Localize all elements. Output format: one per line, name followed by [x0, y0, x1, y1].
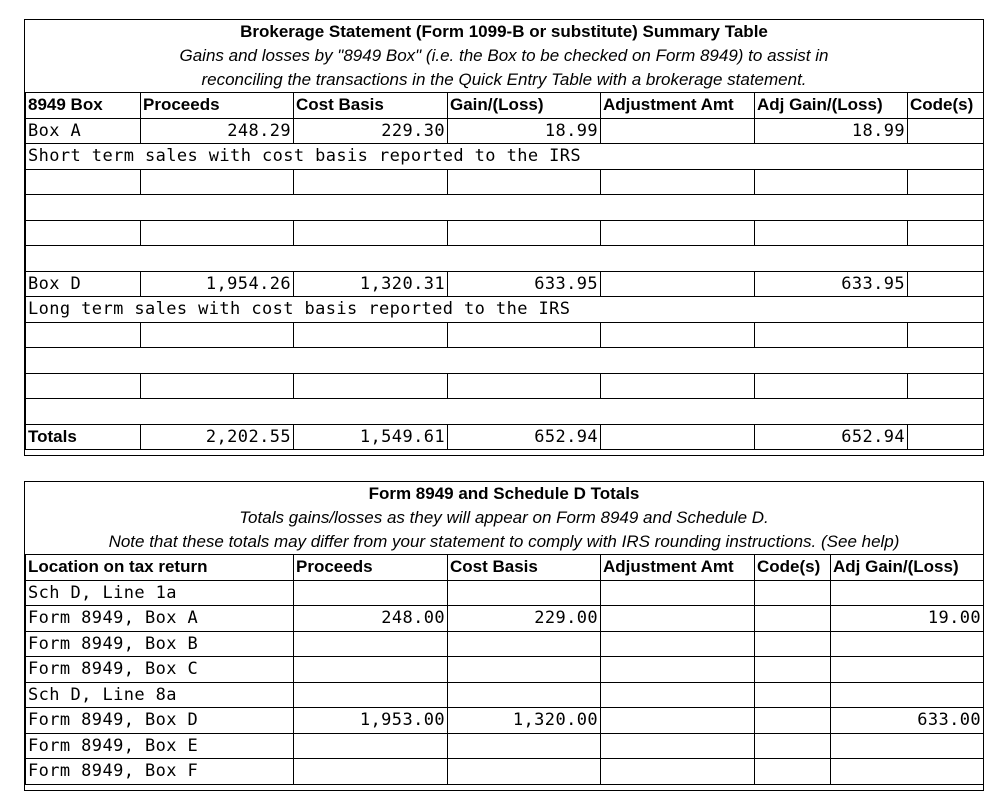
- f8949-box-d-label: Form 8949, Box D: [26, 708, 294, 734]
- empty-cell[interactable]: [448, 373, 601, 399]
- empty-cell[interactable]: [908, 373, 984, 399]
- table-row: [26, 682, 984, 708]
- box-a-adj-gain-loss[interactable]: 18.99: [755, 118, 908, 144]
- col-adj-gain-loss: Adj Gain/(Loss): [755, 93, 908, 119]
- empty-cell: [448, 631, 601, 657]
- f8949-box-d-cost-basis: 1,320.00: [448, 708, 601, 734]
- empty-cell: [601, 631, 755, 657]
- box-d-cost-basis[interactable]: 1,320.31: [294, 271, 448, 297]
- box-a-codes[interactable]: [908, 118, 984, 144]
- table-row: [26, 118, 984, 144]
- empty-cell: [26, 169, 141, 195]
- box-a-description: Short term sales with cost basis reported to the IRS: [26, 144, 984, 170]
- empty-span-row: [26, 195, 984, 221]
- table-row: [26, 348, 984, 374]
- col-codes: Code(s): [908, 93, 984, 119]
- empty-cell: [26, 322, 141, 348]
- empty-cell: [831, 682, 984, 708]
- table-row: [26, 297, 984, 323]
- col-cost-basis: Cost Basis: [294, 93, 448, 119]
- empty-cell[interactable]: [294, 220, 448, 246]
- empty-cell[interactable]: [755, 169, 908, 195]
- empty-cell: [26, 220, 141, 246]
- table-row: [26, 606, 984, 632]
- table-row: [26, 144, 984, 170]
- totals-proceeds: 2,202.55: [141, 424, 294, 450]
- empty-cell[interactable]: [448, 169, 601, 195]
- col-8949-box: 8949 Box: [26, 93, 141, 119]
- empty-cell: [448, 759, 601, 785]
- empty-cell[interactable]: [141, 373, 294, 399]
- form8949-table: [24, 481, 984, 791]
- sch-d-line-1a: Sch D, Line 1a: [26, 580, 294, 606]
- box-d-adj-gain-loss[interactable]: 633.95: [755, 271, 908, 297]
- f8949-box-a-adj-gain-loss: 19.00: [831, 606, 984, 632]
- box-d-codes[interactable]: [908, 271, 984, 297]
- f8949-box-d-codes: [755, 708, 831, 734]
- col-adjustment-amt: Adjustment Amt: [601, 93, 755, 119]
- empty-cell[interactable]: [601, 169, 755, 195]
- empty-cell: [448, 657, 601, 683]
- empty-cell: [601, 759, 755, 785]
- f8949-box-c-label: Form 8949, Box C: [26, 657, 294, 683]
- table-row: [26, 169, 984, 195]
- empty-span-row: [26, 348, 984, 374]
- empty-cell[interactable]: [294, 169, 448, 195]
- f8949-box-a-codes: [755, 606, 831, 632]
- table-row: [26, 708, 984, 734]
- summary-table: [24, 19, 984, 456]
- col-proceeds: Proceeds: [141, 93, 294, 119]
- empty-cell: [755, 682, 831, 708]
- table-row: [26, 399, 984, 425]
- empty-cell: [831, 657, 984, 683]
- table-row: [26, 580, 984, 606]
- empty-cell: [831, 580, 984, 606]
- empty-cell[interactable]: [294, 322, 448, 348]
- box-d-proceeds[interactable]: 1,954.26: [141, 271, 294, 297]
- empty-cell: [755, 631, 831, 657]
- box-a-gain-loss[interactable]: 18.99: [448, 118, 601, 144]
- empty-cell: [448, 580, 601, 606]
- col-gain-loss: Gain/(Loss): [448, 93, 601, 119]
- empty-cell: [294, 657, 448, 683]
- box-a-adjustment[interactable]: [601, 118, 755, 144]
- empty-cell[interactable]: [755, 373, 908, 399]
- form8949-header-row: [26, 555, 984, 581]
- box-d-gain-loss[interactable]: 633.95: [448, 271, 601, 297]
- f8949-box-a-proceeds: 248.00: [294, 606, 448, 632]
- totals-cost-basis: 1,549.61: [294, 424, 448, 450]
- empty-cell[interactable]: [601, 322, 755, 348]
- f8949-box-d-adj-gain-loss: 633.00: [831, 708, 984, 734]
- summary-title: Brokerage Statement (Form 1099-B or substitute) Summary Table: [240, 22, 768, 41]
- box-a-proceeds[interactable]: 248.29: [141, 118, 294, 144]
- box-d-description: Long term sales with cost basis reported to the IRS: [26, 297, 984, 323]
- empty-cell[interactable]: [755, 322, 908, 348]
- form8949-subtitle-2: Note that these totals may differ from your statement to comply with IRS rounding instructions. (See help): [108, 532, 900, 551]
- empty-cell[interactable]: [141, 322, 294, 348]
- totals-codes: [908, 424, 984, 450]
- empty-cell: [831, 759, 984, 785]
- table-row: [26, 246, 984, 272]
- col-location: Location on tax return: [26, 555, 294, 581]
- summary-subtitle-1: Gains and losses by "8949 Box" (i.e. the Box to be checked on Form 8949) to assist in: [179, 46, 829, 65]
- empty-cell: [755, 580, 831, 606]
- summary-grid: [25, 92, 984, 450]
- totals-label: Totals: [26, 424, 141, 450]
- table-row: [26, 631, 984, 657]
- empty-cell: [831, 733, 984, 759]
- totals-row: [26, 424, 984, 450]
- f8949-box-a-label: Form 8949, Box A: [26, 606, 294, 632]
- empty-cell[interactable]: [294, 373, 448, 399]
- box-a-cost-basis[interactable]: 229.30: [294, 118, 448, 144]
- f8949-box-d-proceeds: 1,953.00: [294, 708, 448, 734]
- empty-cell[interactable]: [908, 169, 984, 195]
- box-d-label: Box D: [26, 271, 141, 297]
- table-row: [26, 733, 984, 759]
- f8949-box-f-label: Form 8949, Box F: [26, 759, 294, 785]
- empty-cell: [26, 373, 141, 399]
- empty-cell: [601, 733, 755, 759]
- empty-cell[interactable]: [601, 373, 755, 399]
- f8949-box-e-label: Form 8949, Box E: [26, 733, 294, 759]
- form8949-grid: [25, 554, 984, 785]
- empty-cell: [755, 657, 831, 683]
- empty-cell[interactable]: [908, 322, 984, 348]
- empty-cell: [294, 759, 448, 785]
- table-row: [26, 195, 984, 221]
- table-row: [26, 759, 984, 785]
- totals-adjustment: [601, 424, 755, 450]
- box-d-adjustment[interactable]: [601, 271, 755, 297]
- empty-span-row: [26, 246, 984, 272]
- f8949-box-d-adjustment: [601, 708, 755, 734]
- form8949-title: Form 8949 and Schedule D Totals: [368, 484, 640, 503]
- empty-cell[interactable]: [448, 220, 601, 246]
- table-row: [26, 373, 984, 399]
- empty-cell: [601, 682, 755, 708]
- empty-cell: [294, 682, 448, 708]
- f8949-box-a-cost-basis: 229.00: [448, 606, 601, 632]
- empty-cell[interactable]: [141, 169, 294, 195]
- empty-cell: [448, 733, 601, 759]
- totals-adj-gain-loss: 652.94: [755, 424, 908, 450]
- summary-subtitle-2: reconciling the transactions in the Quick Entry Table with a brokerage statement.: [201, 70, 807, 89]
- col-cost-basis: Cost Basis: [448, 555, 601, 581]
- empty-cell[interactable]: [141, 220, 294, 246]
- sch-d-line-8a: Sch D, Line 8a: [26, 682, 294, 708]
- box-a-label: Box A: [26, 118, 141, 144]
- empty-cell[interactable]: [908, 220, 984, 246]
- empty-cell: [294, 733, 448, 759]
- empty-cell[interactable]: [448, 322, 601, 348]
- summary-header-row: [26, 93, 984, 119]
- empty-cell[interactable]: [601, 220, 755, 246]
- empty-cell: [294, 580, 448, 606]
- empty-cell[interactable]: [755, 220, 908, 246]
- empty-cell: [755, 733, 831, 759]
- totals-gain-loss: 652.94: [448, 424, 601, 450]
- col-adjustment-amt: Adjustment Amt: [601, 555, 755, 581]
- empty-cell: [294, 631, 448, 657]
- table-row: [26, 220, 984, 246]
- empty-cell: [448, 682, 601, 708]
- empty-span-row: [26, 399, 984, 425]
- empty-cell: [601, 657, 755, 683]
- empty-cell: [755, 759, 831, 785]
- empty-cell: [831, 631, 984, 657]
- f8949-box-a-adjustment: [601, 606, 755, 632]
- col-adj-gain-loss: Adj Gain/(Loss): [831, 555, 984, 581]
- table-row: [26, 322, 984, 348]
- col-proceeds: Proceeds: [294, 555, 448, 581]
- col-codes: Code(s): [755, 555, 831, 581]
- table-row: [26, 271, 984, 297]
- form8949-subtitle-1: Totals gains/losses as they will appear on Form 8949 and Schedule D.: [239, 508, 769, 527]
- empty-cell: [601, 580, 755, 606]
- table-row: [26, 657, 984, 683]
- f8949-box-b-label: Form 8949, Box B: [26, 631, 294, 657]
